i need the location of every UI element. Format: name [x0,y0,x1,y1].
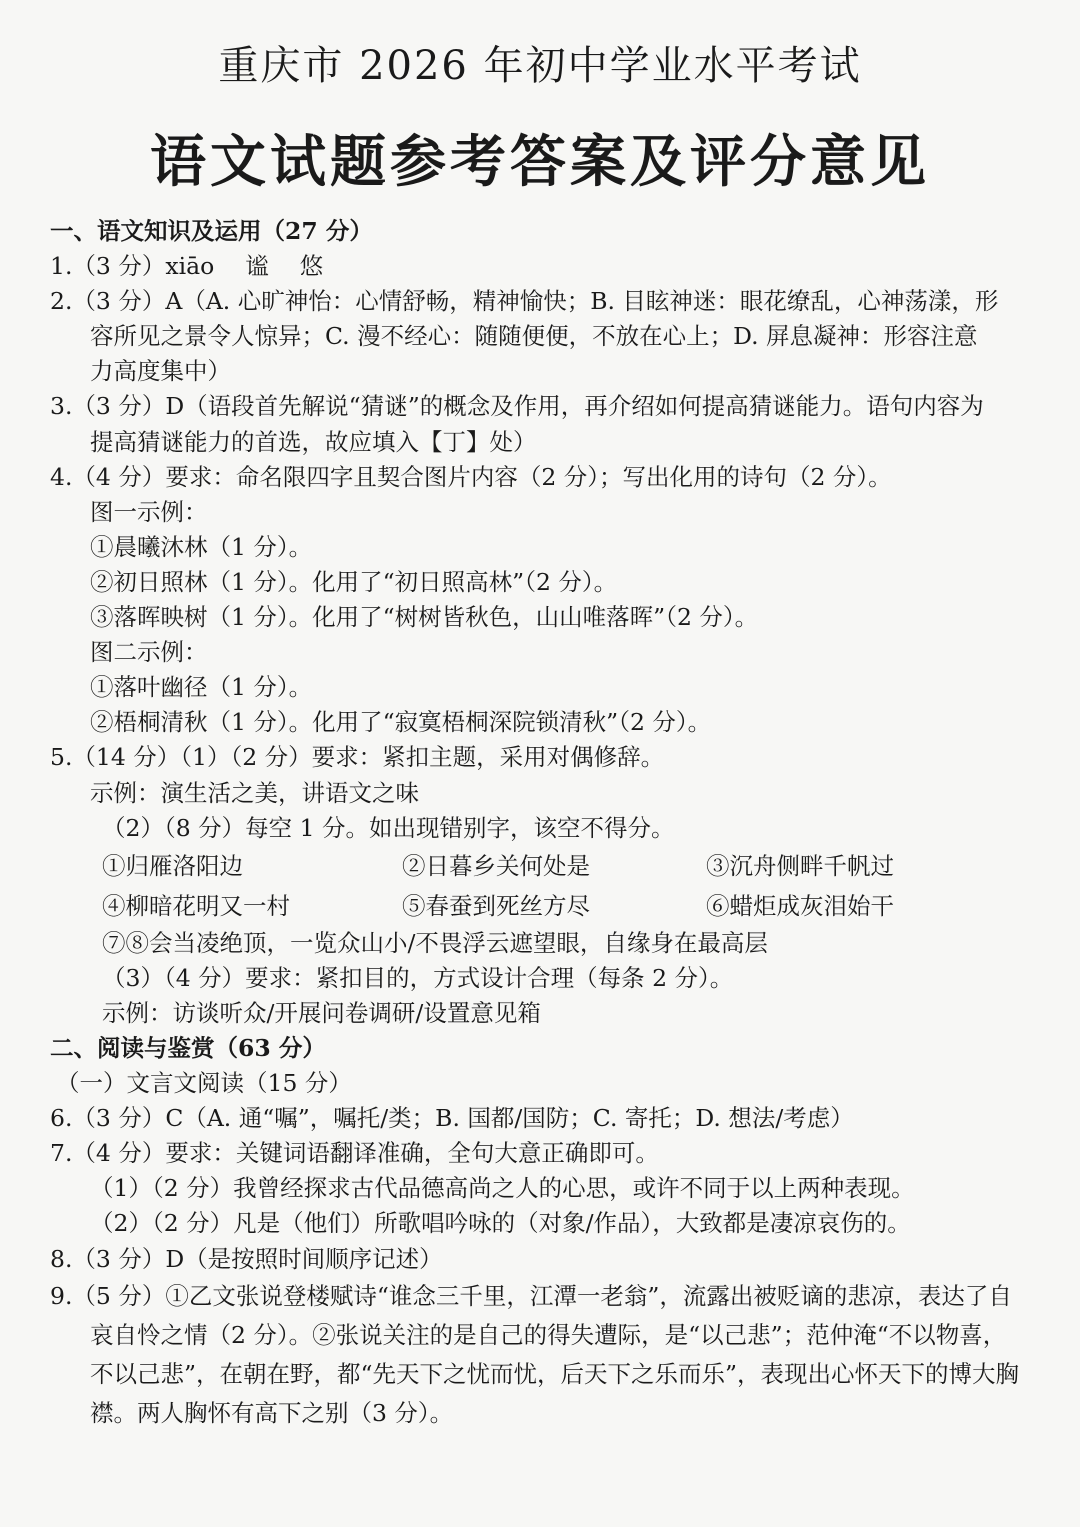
answer-line: ⑦⑧会当凌绝顶，一览众山小/不畏浮云遮望眼，自缘身在最高层 [102,928,768,957]
document-title: 语文试题参考答案及评分意见 [150,129,930,195]
answer-line: 示例：演生活之美，讲语文之味 [90,778,419,807]
answer-line: ②初日照林（1 分）。化用了“初日照高林”（2 分）。 [90,567,618,596]
answer-content [50,214,1050,1433]
answer-line: 哀自怜之情（2 分）。②张说关注的是自己的得失遭际，是“以己悲”；范仲淹“不以物喜， [90,1320,1007,1349]
blank-answer: ⑥蜡炬成灰泪始干 [706,891,894,920]
answer-line: 图一示例： [90,497,208,526]
subsection-heading: （一）文言文阅读（15 分） [56,1069,352,1098]
answer-line: 5.（14 分）（1）（2 分）要求：紧扣主题，采用对偶修辞。 [50,743,665,772]
answer-line: 9.（5 分）①乙文张说登楼赋诗“谁念三千里，江潭一老翁”，流露出被贬谪的悲凉，表达了自 [50,1281,1012,1310]
blank-answer: ①归雁洛阳边 [102,851,243,880]
blanks-row [50,886,1050,926]
answer-line: （3）（4 分）要求：紧扣目的，方式设计合理（每条 2 分）。 [102,963,734,992]
answer-line: （1）（2 分）我曾经探求古代品德高尚之人的心思，或许不同于以上两种表现。 [90,1174,915,1203]
answer-line: 示例：访谈听众/开展问卷调研/设置意见箱 [102,998,541,1027]
answer-line: 4.（4 分）要求：命名限四字且契合图片内容（2 分）；写出化用的诗句（2 分）。 [50,462,892,491]
answer-line: 2.（3 分）A（A. 心旷神怡：心情舒畅，精神愉快；B. 目眩神迷：眼花缭乱，心神荡漾，形 [50,287,999,316]
blank-answer: ④柳暗花明又一村 [102,891,290,920]
section-heading-1: 一、语文知识及运用（27 分） [50,217,373,245]
answer-line: 7.（4 分）要求：关键词语翻译准确，全句大意正确即可。 [50,1139,659,1168]
answer-line: 1.（3 分）xiāo 谧 悠 [50,252,324,281]
answer-line: 不以己悲”，在朝在野，都“先天下之忧而忧，后天下之乐而乐”，表现出心怀天下的博大胸 [90,1359,1020,1388]
blanks-row [50,846,1050,886]
answer-line: 8.（3 分）D（是按照时间顺序记述） [50,1244,443,1273]
answer-line: ③落晖映树（1 分）。化用了“树树皆秋色，山山唯落晖”（2 分）。 [90,603,759,632]
answer-line: 襟。两人胸怀有高下之别（3 分）。 [90,1398,454,1427]
answer-line: 容所见之景令人惊异；C. 漫不经心：随随便便，不放在心上；D. 屏息凝神：形容注意 [90,322,978,351]
answer-line: 力高度集中） [90,357,231,386]
answer-line: ①晨曦沐林（1 分）。 [90,532,313,561]
answer-line: （2）（8 分）每空 1 分。如出现错别字，该空不得分。 [102,813,675,842]
section-heading-2: 二、阅读与鉴赏（63 分） [50,1033,326,1062]
answer-line: 3.（3 分）D（语段首先解说“猜谜”的概念及作用，再介绍如何提高猜谜能力。语句内容为 [50,392,984,421]
blank-answer: ③沉舟侧畔千帆过 [706,851,894,880]
answer-line: ②梧桐清秋（1 分）。化用了“寂寞梧桐深院锁清秋”（2 分）。 [90,708,712,737]
exam-title: 重庆市 2026 年初中学业水平考试 [218,43,862,89]
answer-line: ①落叶幽径（1 分）。 [90,673,313,702]
answer-line: （2）（2 分）凡是（他们）所歌唱吟咏的（对象/作品），大致都是凄凉哀伤的。 [90,1209,911,1238]
blank-answer: ②日暮乡关何处是 [402,851,590,880]
answer-line: 6.（3 分）C（A. 通“嘱”，嘱托/类；B. 国都/国防；C. 寄托；D. 想法/考虑） [50,1104,854,1133]
blank-answer: ⑤春蚕到死丝方尽 [402,891,590,920]
answer-line: 图二示例： [90,638,208,667]
answer-line: 提高猜谜能力的首选，故应填入【丁】处） [90,427,537,456]
